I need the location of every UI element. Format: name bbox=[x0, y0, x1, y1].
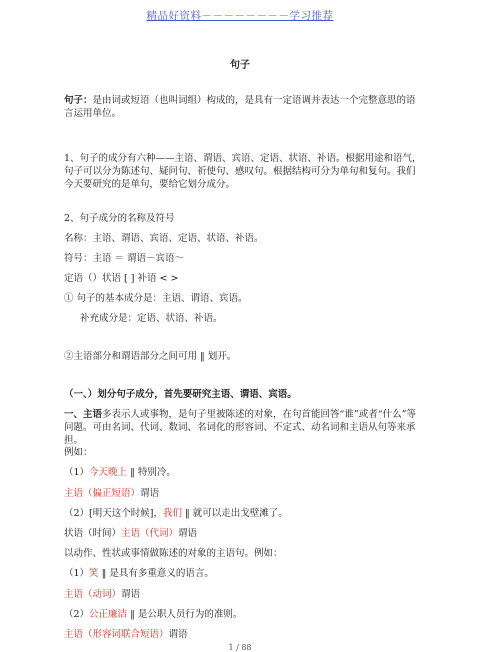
paragraph-basic-components: ① 句子的基本成分是：主语、谓语、宾语。 bbox=[64, 293, 248, 304]
definition-lead: 句子： bbox=[64, 95, 93, 106]
example-subject: 公正廉洁 bbox=[89, 609, 128, 620]
analysis-subject: 主语（形容词联合短语） bbox=[64, 629, 169, 640]
analysis-subject: 主语（动词） bbox=[64, 589, 122, 600]
paragraph-divider-note: ②主语部分和谓语部分之间可用 ‖ 划开。 bbox=[64, 351, 237, 362]
paragraph-sentence-components: 1、句子的成分有六种——主语、谓语、宾语、定语、状语、补语。根据用途和语气，句子可以分为陈述句、疑问句、祈使句、感叹句。根据结构可分为单句和复句。我们今天要研究的是单句，要给它划分成分。 bbox=[64, 153, 422, 190]
paragraph-names-symbols-heading: 2、句子成分的名称及符号 bbox=[64, 213, 175, 224]
example-number: （2） bbox=[64, 609, 90, 620]
analysis-subject: 主语（偏正短语） bbox=[64, 488, 141, 499]
example-adverbial: [明天这个时候]， bbox=[89, 508, 163, 519]
example-label: 例如： bbox=[64, 447, 93, 458]
paragraph-names: 名称：主语、谓语、宾语、定语、状语、补语。 bbox=[64, 233, 264, 244]
paragraph-symbols: 符号：主语 ＝ 谓语－宾语～ bbox=[64, 253, 185, 264]
analysis-adverbial: 状语（时间） bbox=[64, 528, 122, 539]
definition-paragraph bbox=[64, 94, 422, 120]
page-footer: 1 / 88 bbox=[228, 643, 252, 652]
example-2 bbox=[64, 507, 422, 520]
example-4 bbox=[64, 608, 422, 621]
example-number: （1） bbox=[64, 467, 90, 478]
example-3-analysis bbox=[64, 588, 422, 601]
analysis-predicate: 谓语 bbox=[121, 589, 141, 600]
page-title: 句子 bbox=[230, 60, 250, 71]
example-2-analysis bbox=[64, 527, 422, 540]
example-rest: ‖ 是公职人员行为的准则。 bbox=[127, 609, 243, 620]
example-subject: 我们 bbox=[162, 508, 182, 519]
paragraph-symbols-2: 定语（）状语 [ ] 补语 < > bbox=[64, 273, 179, 284]
example-rest: ‖ 就可以走出戈壁滩了。 bbox=[181, 508, 288, 519]
analysis-predicate: 谓语 bbox=[178, 528, 198, 539]
example-subject: 今天晚上 bbox=[89, 467, 128, 478]
example-1 bbox=[64, 466, 422, 479]
subject-text: 多表示人或事物，是句子里被陈述的对象，在句首能回答“谁”或者“什么”等问题。可由名词、代词、数词、名词化的形容词、不定式、动名词和主语从句等来承担。 bbox=[64, 409, 416, 446]
section-heading: （一、）划分句子成分，首先要研究主语、谓语、宾语。 bbox=[64, 389, 297, 400]
subject-lead: 一、主语 bbox=[64, 409, 103, 420]
example-rest: ‖ 特别冷。 bbox=[127, 467, 176, 478]
paragraph-action-subject: 以动作、性状或事情做陈述的对象的主语句。例如： bbox=[64, 548, 283, 559]
example-3 bbox=[64, 567, 422, 580]
example-1-analysis bbox=[64, 487, 422, 500]
example-number: （1） bbox=[64, 568, 90, 579]
example-4-analysis bbox=[64, 628, 422, 641]
example-rest: ‖ 是具有多重意义的语言。 bbox=[98, 568, 214, 579]
paragraph-supplementary-components: 补充成分是：定语、状语、补语。 bbox=[80, 313, 223, 324]
example-number: （2） bbox=[64, 508, 90, 519]
definition-text: 是由词或短语（也叫词组）构成的，是具有一定语调并表达一个完整意思的语言运用单位。 bbox=[64, 95, 416, 119]
analysis-predicate: 谓语 bbox=[140, 488, 160, 499]
page-header[interactable]: 精品好资料－－－－－－－－学习推荐 bbox=[146, 10, 334, 22]
example-subject: 笑 bbox=[89, 568, 99, 579]
analysis-subject: 主语（代词） bbox=[121, 528, 179, 539]
subject-definition bbox=[64, 408, 422, 447]
analysis-predicate: 谓语 bbox=[168, 629, 188, 640]
